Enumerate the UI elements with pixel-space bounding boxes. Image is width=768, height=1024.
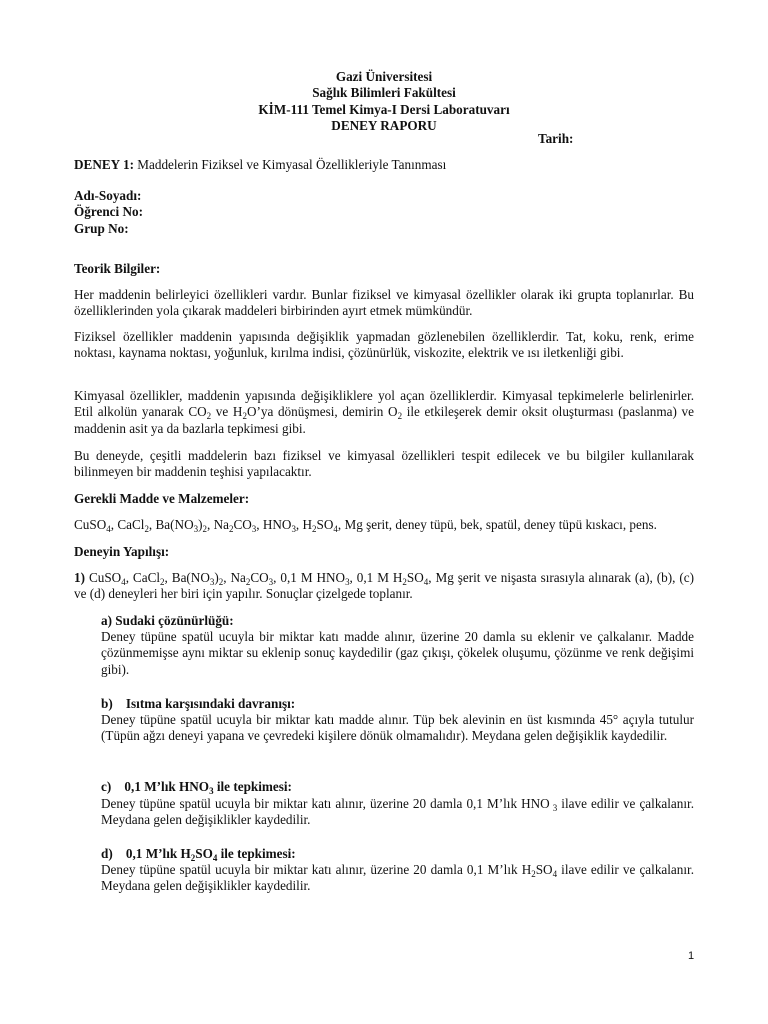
text-run: ve H xyxy=(211,404,243,420)
text-run: O’ya dönüşmesi, demirin O xyxy=(246,404,398,420)
text-run: , Mg şerit ve nişasta sırasıyla alınarak (a), (b), (c) ve (d) deneyleri her biri için yapılır. Sonuçlar çizelgede toplanır. xyxy=(74,570,695,602)
procedure-step-1 xyxy=(74,570,694,603)
subscript: 2 xyxy=(312,523,317,534)
subscript: 4 xyxy=(106,523,111,534)
subscript: 2 xyxy=(218,576,224,587)
text-run: SO xyxy=(195,846,213,861)
subscript: 2 xyxy=(531,868,536,879)
group-label: Grup No: xyxy=(74,220,129,236)
subscript: 4 xyxy=(423,576,429,587)
report-title: DENEY RAPORU xyxy=(331,118,437,134)
text-run: , 0,1 M H xyxy=(349,570,403,585)
step-b-body: Deney tüpüne spatül ucuyla bir miktar katı madde alınır. Tüp bek alevinin en üst kısmında 45° açıyla tutulur (Tüpün ağzı deneyi yapana ve çevredeki kişilere dönük olmamalıdır). Meydana gelen değişiklik kaydedilir. xyxy=(101,712,694,744)
student-info xyxy=(74,188,143,237)
text-run: CO xyxy=(233,517,252,532)
subscript: 3 xyxy=(251,523,257,534)
subscript: 4 xyxy=(333,523,338,534)
subscript: 2 xyxy=(190,852,196,863)
text-run: ilave edilir ve çalkalanır. Meydana gelen değişiklikler kaydedilir. xyxy=(101,862,694,894)
name-label: Adı-Soyadı: xyxy=(74,188,142,203)
text-run: Deney tüpüne spatül ucuyla bir miktar katı alınır, üzerine 20 damla 0,1 M’lık HNO xyxy=(101,796,550,811)
student-number-label: Öğrenci No: xyxy=(74,204,143,220)
text-run: , CaCl xyxy=(110,517,145,532)
text-run: Deney tüpüne spatül ucuyla bir miktar katı alınır, üzerine 20 damla 0,1 M’lık H xyxy=(101,862,532,877)
materials-heading: Gerekli Madde ve Malzemeler: xyxy=(74,491,250,506)
experiment-label: DENEY 1: xyxy=(74,157,134,172)
date-label: Tarih: xyxy=(538,131,574,146)
text-run: CuSO xyxy=(74,517,107,532)
text-run: c) 0,1 M’lık HNO xyxy=(101,779,210,794)
step-d-body xyxy=(101,862,694,895)
theory-paragraph-2: Fiziksel özellikler maddenin yapısında değişiklik yapmadan gözlenebilen özelliklerdir. Tat, koku, renk, erime noktası, kaynama noktası, yoğunluk, kırılma indisi, çözünürlük, viskozite, elektrik ve ısı iletkenliği gibi. xyxy=(74,329,694,361)
text-run: ile tepkimesi: xyxy=(213,779,292,794)
subscript: 4 xyxy=(552,868,558,879)
text-run: , Ba(NO xyxy=(164,570,210,585)
text-run: CuSO xyxy=(85,570,122,585)
step-c-title xyxy=(101,779,292,795)
experiment-title xyxy=(74,157,694,173)
lab-name: KİM-111 Temel Kimya-I Dersi Laboratuvarı xyxy=(258,101,510,117)
subscript: 2 xyxy=(160,576,165,587)
step-d-title xyxy=(101,846,296,862)
step-c-body xyxy=(101,796,694,829)
subscript: 4 xyxy=(121,576,126,587)
step-number: 1) xyxy=(74,570,85,585)
text-run: SO xyxy=(406,570,424,585)
subscript: 3 xyxy=(549,802,558,813)
materials-list xyxy=(74,517,704,533)
subscript: 2 xyxy=(206,411,212,422)
text-run: d) 0,1 M’lık H xyxy=(101,846,191,861)
subscript: 2 xyxy=(228,523,234,534)
text-run: Kimyasal özellikler, maddenin yapısında değişikliklere yol açan özelliklerdir. Kimyasal tepkimelerle belirlenirler. Etil alkolün yanarak CO xyxy=(74,388,694,420)
step-a-title: a) Sudaki çözünürlüğü: xyxy=(101,613,234,628)
theory-paragraph-4: Bu deneyde, çeşitli maddelerin bazı fiziksel ve kimyasal özellikleri tespit edilecek ve bu bilgiler kullanılarak bilinmeyen bir maddenin teşhisi yapılacaktır. xyxy=(74,448,694,480)
subscript: 2 xyxy=(402,576,407,587)
header xyxy=(0,69,768,135)
subscript: 2 xyxy=(144,523,149,534)
text-run: SO xyxy=(316,517,334,532)
text-run: , CaCl xyxy=(125,570,161,585)
experiment-name: Maddelerin Fiziksel ve Kimyasal Özellikleriyle Tanınması xyxy=(133,157,447,172)
step-b-title: b) Isıtma karşısındaki davranışı: xyxy=(101,696,296,711)
text-run: , Na xyxy=(206,517,229,532)
subscript: 2 xyxy=(397,411,403,422)
subscript: 3 xyxy=(291,523,296,534)
text-run: SO xyxy=(535,862,553,877)
subscript: 3 xyxy=(193,523,199,534)
subscript: 2 xyxy=(242,411,247,422)
subscript: 2 xyxy=(202,523,207,534)
step-a-body: Deney tüpüne spatül ucuyla bir miktar katı madde alınır, üzerine 20 damla su eklenir ve çalkalanır. Madde çözünmemişse aynı miktar su eklenip sonuç kaydedilir (gaz çıkışı, çökelek oluşumu, çözünme ve renk değişimi gibi). xyxy=(101,629,694,677)
text-run: CO xyxy=(250,570,269,585)
theory-paragraph-1: Her maddenin belirleyici özellikleri vardır. Bunlar fiziksel ve kimyasal özellikler olarak iki grupta toplanırlar. Bu özelliklerinden yola çıkarak maddeleri birbirinden ayırt etmek mümkündür. xyxy=(74,287,694,319)
text-run: , Na xyxy=(223,570,246,585)
text-run: ile tepkimesi: xyxy=(217,846,296,861)
subscript: 2 xyxy=(245,576,251,587)
subscript: 3 xyxy=(209,785,214,796)
text-run: ) xyxy=(198,517,203,532)
text-run: , H xyxy=(295,517,313,532)
text-run: , Ba(NO xyxy=(148,517,194,532)
subscript: 3 xyxy=(268,576,274,587)
procedure-heading: Deneyin Yapılışı: xyxy=(74,544,170,559)
text-run: ) xyxy=(214,570,219,585)
subscript: 4 xyxy=(212,852,218,863)
theory-heading: Teorik Bilgiler: xyxy=(74,261,161,276)
text-run: ile etkileşerek demir oksit oluşturması (paslanma) ve maddenin asit ya da bazlarla tepkimesi gibi. xyxy=(74,404,694,436)
theory-paragraph-3 xyxy=(74,388,694,437)
text-run: ilave edilir ve çalkalanır. Meydana gelen değişiklikler kaydedilir. xyxy=(101,796,694,828)
subscript: 3 xyxy=(345,576,350,587)
university-name: Gazi Üniversitesi xyxy=(335,69,433,84)
text-run: , 0,1 M HNO xyxy=(273,570,346,585)
faculty-name: Sağlık Bilimleri Fakültesi xyxy=(312,85,456,101)
page-number: 1 xyxy=(688,950,695,962)
subscript: 3 xyxy=(209,576,215,587)
text-run: , Mg şerit, deney tüpü, bek, spatül, deney tüpü kıskacı, pens. xyxy=(337,517,657,532)
text-run: , HNO xyxy=(256,517,292,532)
